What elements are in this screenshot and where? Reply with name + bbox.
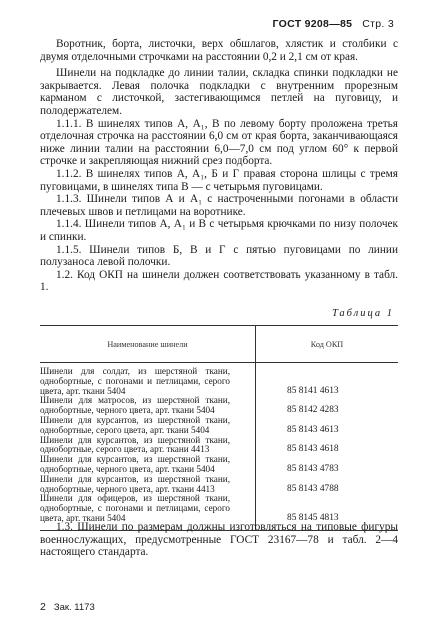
paragraph: 1.1.3. Шинели типов А и А₁ с настроченными погонами в области плечевых швов и петлицами на воротнике.: [40, 193, 398, 218]
column-header-name: Наименование шинели: [40, 326, 256, 362]
column-divider: [255, 362, 256, 530]
coat-name: Шинели для офицеров, из шерстяной ткани, однобортные, с погонами и петлицами, серого цвета, арт. ткани 5404: [40, 493, 230, 523]
standard-number: ГОСТ 9208—85: [272, 18, 353, 30]
coat-name: Шинели для курсантов, из шерстяной ткани, однобортные, черного цвета, арт. ткани 4413: [40, 473, 230, 494]
table-header: [40, 326, 398, 363]
table-row: [40, 436, 398, 456]
okp-code: 85 8141 4613: [287, 385, 339, 396]
table-caption: Таблица 1: [331, 308, 394, 319]
table-body: [40, 363, 398, 530]
column-header-code: Код ОКП: [310, 339, 344, 349]
table-row: [40, 416, 398, 436]
coat-name: Шинели для курсантов, из шерстяной ткани, однобортные, серого цвета, арт. ткани 5404: [40, 414, 230, 435]
paragraph: 1.2. Код ОКП на шинели должен соответствовать указанному в табл. 1.: [40, 268, 398, 294]
coat-name: Шинели для курсантов, из шерстяной ткани, однобортные, черного цвета, арт. ткани 5404: [40, 454, 230, 474]
okp-code: 85 8143 4783: [287, 463, 339, 474]
paragraph: Воротник, борта, листочки, верх обшлагов, хлястик и столбики с двумя отделочными строчками на расстоянии 0,2 и 2,1 см от края.: [40, 38, 398, 63]
okp-code: 85 8143 4788: [287, 483, 339, 494]
page-header: [273, 18, 395, 30]
page-footer: [40, 601, 95, 613]
page-label: Стр. 3: [362, 18, 394, 30]
paragraph: Шинели на подкладке до линии талии, складка спинки подкладки не закрывается. Левая полочка подкладки с внутренним прорезным карманом с листочкой, застегивающимся петлей на пуговицу, и полодержателем.: [40, 67, 398, 117]
okp-code: 85 8143 4618: [287, 444, 339, 455]
order-number: Зак. 1173: [53, 602, 95, 613]
table-row: [40, 494, 398, 523]
coat-name: Шинели для курсантов, из шерстяной ткани, однобортные, серого цвета, арт. ткани 4413: [40, 434, 230, 455]
table-row: [40, 396, 398, 416]
table-row: [40, 455, 398, 475]
table-row: [40, 475, 398, 495]
body-text: [40, 38, 398, 294]
okp-code: 85 8145 4813: [287, 512, 339, 523]
paragraph: 1.1.2. В шинелях типов А, А₁, Б и Г правая сторона шлицы с тремя пуговицами, в шинелях типа В — с четырьмя пуговицами.: [40, 167, 398, 193]
okp-code: 85 8143 4613: [287, 424, 339, 435]
paragraph: 1.1.4. Шинели типов А, А₁ и В с четырьмя крючками по низу полочек и спинки.: [40, 218, 398, 243]
paragraph: 1.3. Шинели по размерам должны изготовляться на типовые фигуры военнослужащих, предусмотренные ГОСТ 23167—78 и табл. 2—4 настоящего стандарта.: [40, 521, 398, 559]
paragraph: 1.1.5. Шинели типов Б, В и Г с пятью пуговицами по линии полузаноса левой полочки.: [40, 243, 398, 269]
coat-name: Шинели для матросов, из шерстяной ткани, однобортные, черного цвета, арт. ткани 5404: [40, 395, 230, 416]
okp-code: 85 8142 4283: [287, 405, 339, 416]
okp-table: [40, 325, 398, 531]
table-row: [40, 367, 398, 396]
paragraph: 1.1.1. В шинелях типов А, А₁, В по левому борту проложена третья отделочная строчка на расстоянии 6,0 см от края борта, заканчивающаяся ниже линии талии на расстоянии 6,0—7,0 см под углом 60° к первой строчке и закрепляющая нижний срез подборта.: [40, 117, 398, 168]
page-number: 2: [40, 601, 46, 613]
coat-name: Шинели для солдат, из шерстяной ткани, однобортные, с погонами и петлицами, серого цвета, арт. ткани 5404: [40, 366, 230, 396]
